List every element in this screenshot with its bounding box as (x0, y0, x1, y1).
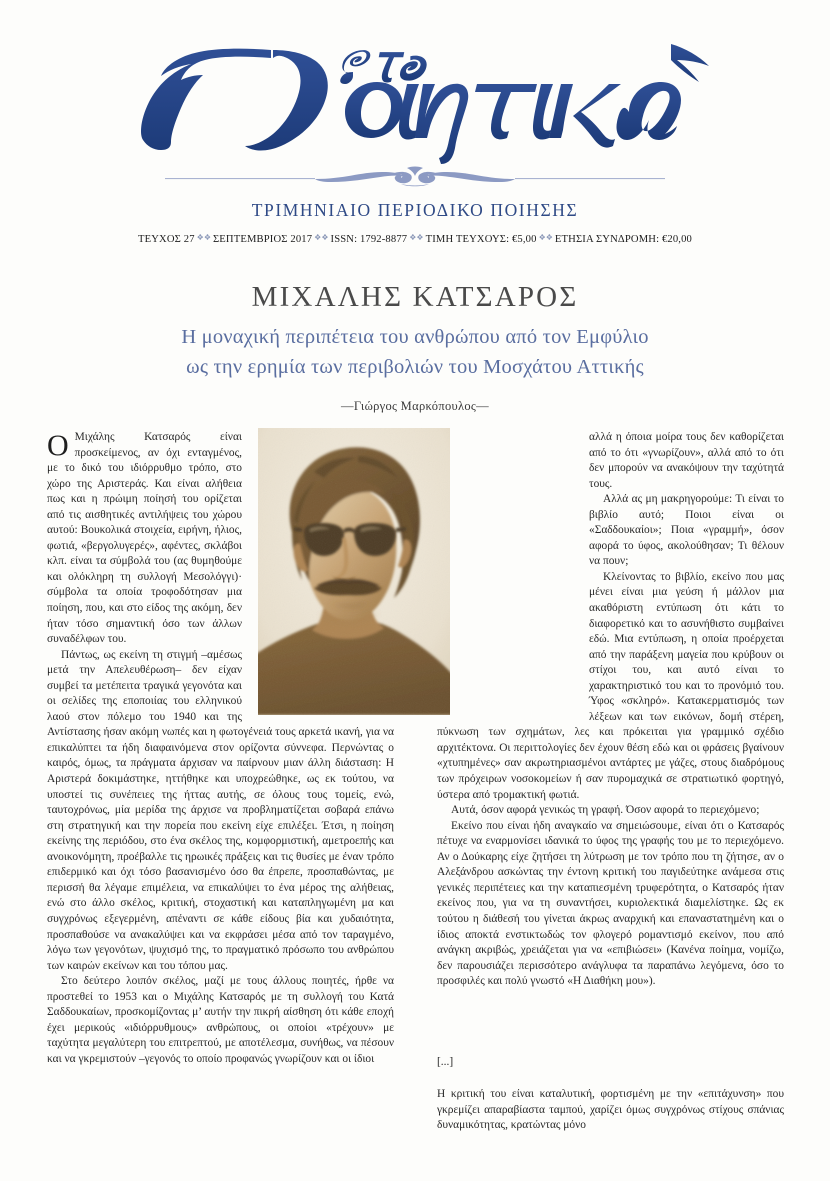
text-omission-marker: [...] (437, 1056, 454, 1068)
paragraph-right-3: Κλείνοντας το βιβλίο, εκείνο που μας μένει είναι μια γεύση ή μάλλον μια ακαθόριστη εντύπωση ότι κάτι το διαφορετικό και το ασυνήθιστο συμβαίνει εδώ. Μια εντύπωση, η οποία προέρχεται από την παράξενη μαγεία που κρύβουν οι στίχοι του, και αυτό είναι το χαρακτηριστικό του και το προνόμιό του. Ύφος «σκληρό». Κατακερματισμός των λέξεων και των εικόνων, δομή στέρεη, πύκνωση των σχημάτων, λες και πρόκειται για γραμμικό σχέδιο αρχιτέκτονα. Οι περιττολογίες δεν έχουν θέση εδώ και οι φράσεις βγαίνουν «χτυπημένες» σαν ακρωτηριασμένοι αντάρτες με γάζες, στους διαδρόμους των πρόχειρων νοσοκομείων ή σαν πυρομαχικά σε στρατιωτικό φορτηγό, ύστερα από τρομακτική φωτιά. (437, 570, 784, 801)
masthead (0, 22, 830, 172)
body-column-right (437, 430, 784, 990)
magazine-subtitle: ΤΡΙΜΗΝΙΑΙΟ ΠΕΡΙΟΔΙΚΟ ΠΟΙΗΣΗΣ (251, 200, 579, 220)
body-column-right-tail (437, 1087, 784, 1134)
issue-separator-2: ❖❖ (314, 233, 329, 242)
paragraph-right-2: Αλλά ας μη μακρηγορούμε: Τι είναι το βιβλίο αυτό; Ποιοι είναι οι «Σαδδουκαίοι»; Ποια «γραμμή», όσον αφορά το ύφος, ακολούθησαν; Τι θέλουν να πουν; (589, 493, 784, 568)
drop-cap: Ο (47, 429, 69, 462)
article-subtitle (65, 322, 765, 382)
photo-wrap-spacer-left (242, 430, 394, 722)
paragraph-tail-1: Η κριτική του είναι καταλυτική, φορτισμένη με την «επιτάχυνση» που γκρεμίζει απαραβίαστα ταμπού, χαρίζει όμως συγχρόνως στίχους σπάνιας δυναμικότητας, κρατώντας μόνο (437, 1088, 784, 1132)
article-subtitle-line-2: ως την ερημία των περιβολιών του Μοσχάτου Αττικής (186, 356, 644, 378)
body-column-left (47, 430, 394, 1067)
article-subtitle-line-1: Η μοναχική περιπέτεια του ανθρώπου από τον Εμφύλιο (181, 326, 649, 348)
photo-wrap-spacer-right (437, 430, 589, 722)
issue-date: ΣΕΠΤΕΜΒΡΙΟΣ 2017 (212, 234, 313, 245)
article-title: ΜΙΧΑΛΗΣ ΚΑΤΣΑΡΟΣ (251, 281, 579, 313)
paragraph-right-5: Εκείνο που είναι ήδη αναγκαίο να σημειώσουμε, είναι ότι ο Κατσαρός πέτυχε να εναρμονίσει ιδανικά το ύφος της γραφής του με το περιεχόμενο. Αν ο Δούκαρης είχε ζητήσει τη λύτρωση με τον τρόπο που τη ζήτησε, αν ο Αλεξάνδρου ασκώντας την έντονη κριτική του παγιδεύτηκε ανάμεσα στις γενικές περιπέτειες και την καταπιεσμένη τρυφερότητα, ο Κατσαρός ήταν εκείνος που, για να τη συναντήσει, κυριολεκτικά διαμελίστηκε. Ως εκ τούτου η διάθεσή του γίνεται άκρως αναρχική και επαναστατημένη και ο ίδιος αποκτά ενστικτωδώς τον φλογερό ρομαντισμό εκείνον, που από ανάγκη ακριβώς, χρειάζεται για να «επιβιώσει» (Κανένα ποίημα, νομίζω, δεν παρουσιάζει περισσότερο ανάγλυφα τα παραπάνω λεγόμενα, όσο το προσφιλές και πολύ γνωστό «Η Διαθήκη μου»). (437, 819, 784, 988)
paragraph-right-1: αλλά η όποια μοίρα τους δεν καθορίζεται από το ότι «γνωρίζουν», αλλά από το ότι δεν μπορούν να ανακόψουν την ταχύτητά τους. (589, 431, 784, 490)
issue-price: ΤΙΜΗ ΤΕΥΧΟΥΣ: €5,00 (425, 234, 537, 245)
issue-subscription: ΕΤΗΣΙΑ ΣΥΝΔΡΟΜΗ: €20,00 (554, 234, 692, 245)
issue-number: ΤΕΥΧΟΣ 27 (137, 234, 195, 245)
issue-separator-3: ❖❖ (409, 233, 424, 242)
issue-separator-1: ❖❖ (196, 233, 211, 242)
paragraph-left-3: Στο δεύτερο λοιπόν σκέλος, μαζί με τους άλλους ποιητές, ήρθε να προστεθεί το 1953 και ο Μιχάλης Κατσαρός με τη συλλογή του Κατά Σαδδουκαίων, προσκομίζοντας μ’ αυτήν την πικρή αίσθηση ότι κάθε εποχή έχει μερικούς «ιδιόρρυθμους» ανθρώπους, οι οποίοι «τρέχουν» με ταχύτητα μεγαλύτερη του επιτρεπτού, με αποτέλεσμα, συνήθως, να πέσουν και να γκρεμιστούν –γεγονός το οποίο προφανώς γνωρίζουν και οι ίδιοι (47, 975, 394, 1065)
issue-issn: ISSN: 1792-8877 (330, 234, 408, 245)
issue-separator-4: ❖❖ (538, 233, 553, 242)
ornament-divider (0, 166, 830, 196)
paragraph-left-1-text: Μιχάλης Κατσαρός είναι προσκείμενος, αν όχι ενταγμένος, με το δικό του ιδιόρρυθμο τρόπο, στο χώρο της Αριστεράς. Και είναι αλήθεια πως και η πρώιμη ποίησή του ορίζεται από τις αισθητικές αντιλήψεις του χώρου αυτού: Βουκολικά στοιχεία, ειρήνη, ήλιος, φωτιά, «βεργολυγερές», αφέντες, σκλάβοι κλπ. είναι τα σύμβολά του (ας θυμηθούμε και ολόκληρη τη συλλογή Μεσολόγγι)· σύμβολα τα οποία τροφοδότησαν μια ποίηση, που, και στο είδος της ακόμη, δεν ήταν τόσο σημαντική όσο των άλλων συναδέλφων του. (47, 431, 242, 646)
paragraph-left-2: Πάντως, ως εκείνη τη στιγμή –αμέσως μετά την Απελευθέρωση– δεν είχαν συμβεί τα μετέπειτα τραγικά γεγονότα και οι σελίδες της εποποιίας του ελληνικού λαού στον πόλεμο του 1940 και της Αντίστασης ήσαν ακόμη νωπές και η φωτογένειά τους αρκετά ικανή, για να επικαλύπτει τα ήδη διαφαινόμενα στον ορίζοντα σύννεφα. Περνώντας ο καιρός, όμως, τα πράγματα άρχισαν να παίρνουν μιαν άλλη διάσταση: Η Αριστερά δοκιμάστηκε, ηττήθηκε και υποχρεώθηκε, ως εκ τούτου, να υποστεί τις συνέπειες της ήττας αυτής, σε όλους τους τομείς, ενώ, ταυτοχρόνως, μία μερίδα της άρχισε να προβληματίζεται σοβαρά επάνω στη στρατηγική και την πορεία που εκείνη είχε επιλέξει. Έτσι, η ποίηση εκείνης της περιόδου, στο ένα σκέλος της, κομφορμιστική, αμετροεπής και ανοικονόμητη, προέβαλλε τις ηρωικές πράξεις και τις θυσίες με έναν τρόπο επιδερμικό και όχι τόσο βασανισμένο όσο θα έπρεπε, προσπαθώντας, με περισσή θα λέγαμε επιμέλεια, να επικαλύψει το ένα μέρος της αλήθειας, ενώ στο άλλο σκέλος, κριτική, στοχαστική και καταπληγωμένη μα και συγχρόνως εξεγερμένη, απέναντι σε κάθε είδους βία και χυδαιότητα, προσπαθούσε να ανακαλύψει και να εκφράσει μέσα από τον ταραγμένο, λόγω των γεγονότων, ψυχισμό της, το πραγματικό πρόσωπο του ανθρώπου των καιρών εκείνων και του τόπου μας. (47, 648, 394, 972)
paragraph-right-4: Αυτά, όσον αφορά γενικώς τη γραφή. Όσον αφορά το περιεχόμενο; (451, 804, 760, 817)
flourish-icon (155, 166, 675, 192)
article-byline: —Γιώργος Μαρκόπουλος— (341, 399, 489, 413)
issue-info-line (0, 234, 830, 245)
magazine-logo (95, 22, 735, 172)
